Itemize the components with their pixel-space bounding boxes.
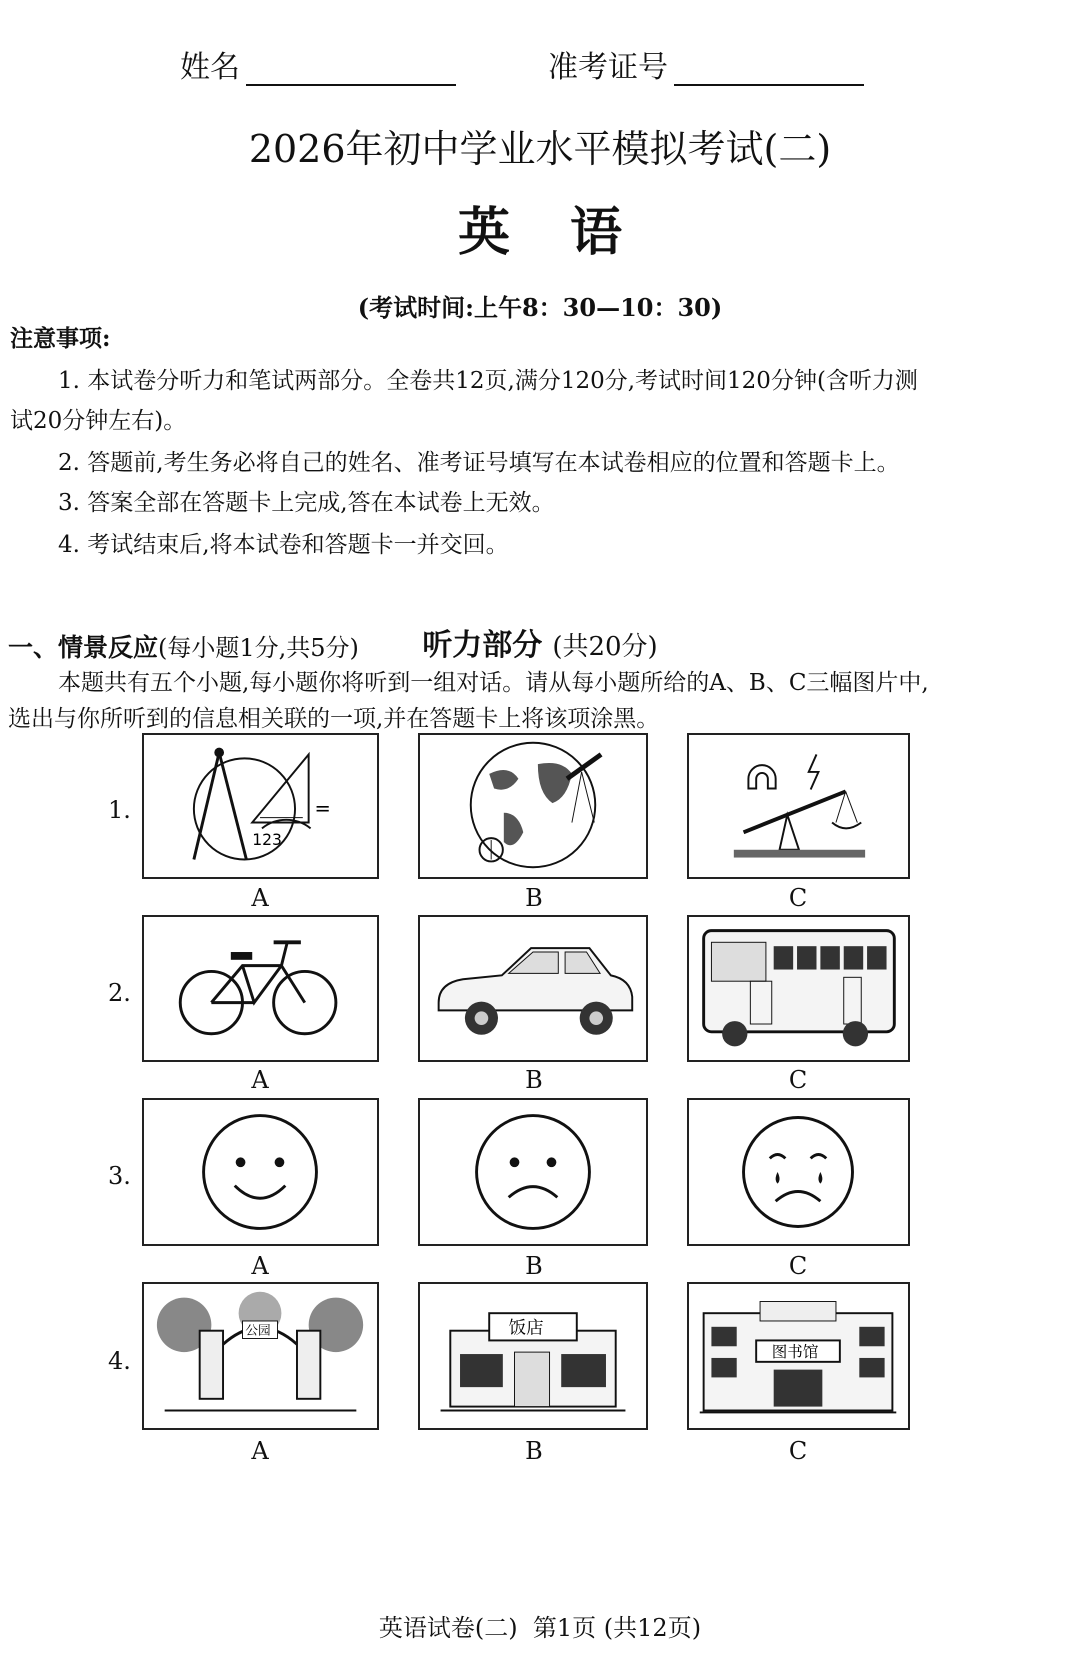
option-4b-picture[interactable]: [418, 1282, 648, 1430]
note-item: 3. 答案全部在答题卡上完成,答在本试卷上无效。: [58, 490, 555, 516]
question-number: 2.: [108, 979, 131, 1007]
park-gate-icon: [144, 1284, 377, 1428]
question-number: 4.: [108, 1347, 131, 1375]
exam-title: 2026年初中学业水平模拟考试(二): [248, 127, 832, 171]
exam-number-blank: [674, 54, 864, 86]
option-letter: A: [251, 1437, 269, 1465]
bus-icon: [689, 917, 908, 1060]
part1-instructions-2: 选出与你所听到的信息相关联的一项,并在答题卡上将该项涂黑。: [8, 706, 660, 732]
park-sign: 公园: [245, 1322, 271, 1338]
name-field: [180, 42, 456, 86]
option-4a-picture[interactable]: [142, 1282, 379, 1430]
note-item: 1. 本试卷分听力和笔试两部分。全卷共12页,满分120分,考试时间120分钟(含听力测: [58, 368, 918, 394]
option-letter: C: [788, 884, 808, 912]
option-letter: B: [525, 1066, 543, 1094]
note-item: 2. 答题前,考生务必将自己的姓名、准考证号填写在本试卷相应的位置和答题卡上。: [58, 450, 900, 476]
option-letter: C: [788, 1437, 808, 1465]
exam-number-label: 准考证号: [548, 50, 668, 85]
part1-heading-row: [8, 628, 359, 664]
part1-points: (每小题1分,共5分): [158, 634, 359, 662]
option-1b-picture[interactable]: [418, 733, 648, 879]
option-letter: C: [788, 1066, 808, 1094]
globe-telescope-icon: [420, 735, 646, 877]
option-3a-picture[interactable]: [142, 1098, 379, 1246]
name-label: 姓名: [180, 50, 240, 85]
svg-text:123: 123: [252, 830, 282, 849]
option-2a-picture[interactable]: [142, 915, 379, 1062]
happy-face-icon: [144, 1100, 377, 1244]
exam-number-field: [548, 42, 864, 86]
option-2b-picture[interactable]: [418, 915, 648, 1062]
listening-heading: 听力部分: [422, 628, 543, 663]
option-3b-picture[interactable]: [418, 1098, 648, 1246]
crying-face-icon: [689, 1100, 908, 1244]
option-letter: B: [525, 884, 543, 912]
exam-time: (考试时间:上午8：30—10：30): [357, 293, 723, 322]
library-icon: [689, 1284, 908, 1428]
option-letter: C: [788, 1252, 808, 1280]
option-letter: A: [251, 1252, 269, 1280]
part1-instructions-1: 本题共有五个小题,每小题你将听到一组对话。请从每小题所给的A、B、C三幅图片中,: [58, 670, 929, 696]
library-sign: 图书馆: [771, 1342, 819, 1361]
option-letter: A: [251, 1066, 269, 1094]
option-1c-picture[interactable]: [687, 733, 910, 879]
option-3c-picture[interactable]: [687, 1098, 910, 1246]
physics-scale-icon: [689, 735, 908, 877]
car-icon: [420, 917, 646, 1060]
option-4c-picture[interactable]: [687, 1282, 910, 1430]
question-number: 3.: [108, 1162, 131, 1190]
option-1a-picture[interactable]: [142, 733, 379, 879]
svg-text:=: =: [314, 796, 331, 820]
question-number: 1.: [108, 796, 131, 824]
note-item: 试20分钟左右)。: [10, 408, 187, 434]
name-blank: [246, 54, 456, 86]
notes-heading: 注意事项:: [10, 325, 111, 352]
page-footer: 英语试卷(二) 第1页 (共12页): [378, 1614, 702, 1642]
option-letter: B: [525, 1437, 543, 1465]
math-tools-icon: [144, 735, 377, 877]
option-letter: A: [251, 884, 269, 912]
bicycle-icon: [144, 917, 377, 1060]
option-letter: B: [525, 1252, 543, 1280]
listening-points: (共20分): [552, 632, 658, 662]
restaurant-sign: 饭店: [508, 1318, 544, 1339]
option-2c-picture[interactable]: [687, 915, 910, 1062]
part1-heading: 一、情景反应: [8, 633, 159, 662]
subject-title: 英语: [457, 202, 682, 263]
restaurant-icon: [420, 1284, 646, 1428]
note-item: 4. 考试结束后,将本试卷和答题卡一并交回。: [58, 532, 509, 558]
sad-face-icon: [420, 1100, 646, 1244]
